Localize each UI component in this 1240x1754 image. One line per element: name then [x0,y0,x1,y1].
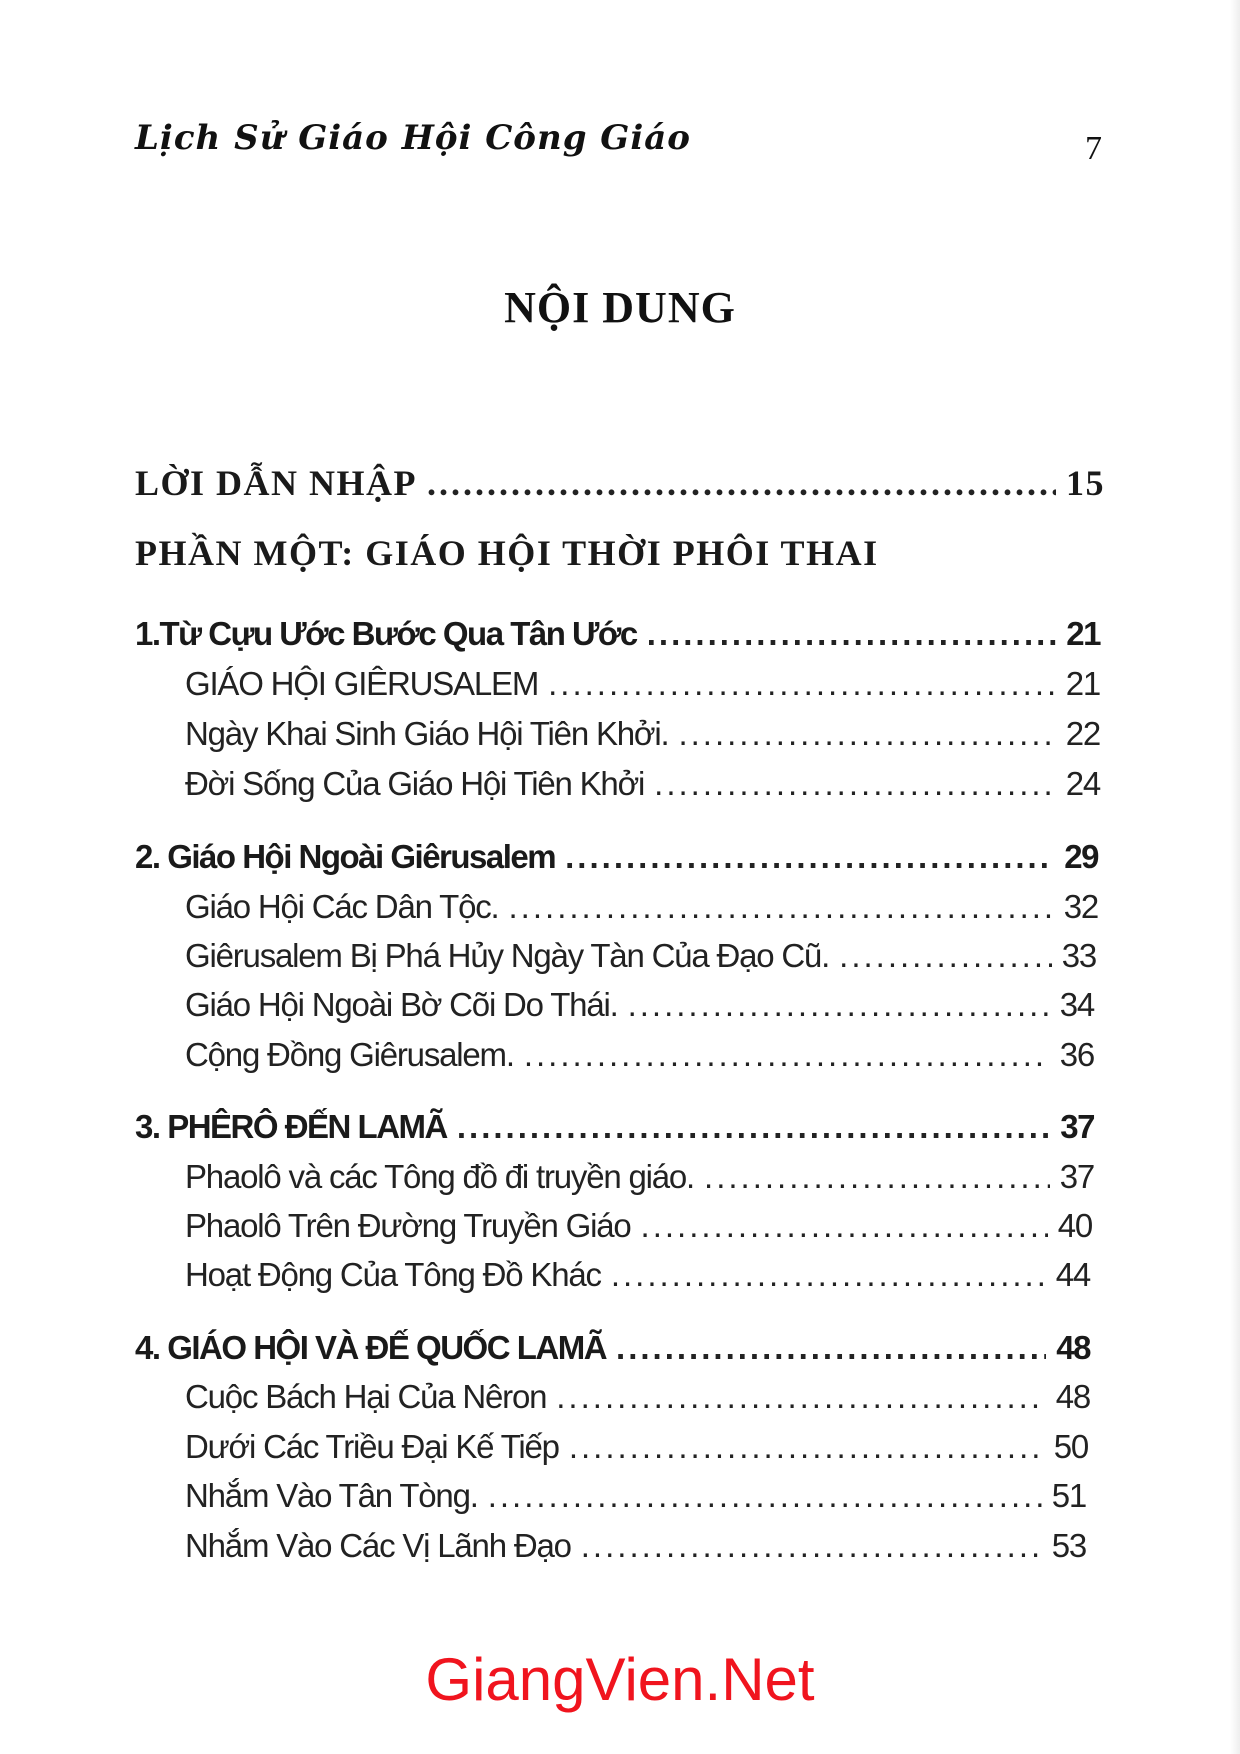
dot-leader [524,1036,1050,1074]
toc-chapter-entry [135,615,1100,653]
toc-entry-page: 33 [1061,937,1096,974]
page-number: 7 [1085,130,1102,167]
dot-leader [611,1256,1046,1294]
toc-sub-entry [185,1477,1086,1515]
part-heading: PHẦN MỘT: GIÁO HỘI THỜI PHÔI THAI [135,533,879,573]
dot-leader [678,715,1055,753]
toc-entry-label: Nhắm Vào Các Vị Lãnh Đạo [185,1527,571,1564]
toc-entry-label: 2. Giáo Hội Ngoài Giêrusalem [135,838,556,875]
toc-sub-entry [185,1428,1088,1466]
toc-sub-entry [185,937,1096,975]
toc-sub-entry [185,888,1098,926]
toc-entry-page: 32 [1063,888,1098,925]
toc-entry-label: 3. PHÊRÔ ĐẾN LAMÃ [135,1108,447,1145]
contents-title: NỘI DUNG [504,283,736,332]
toc-entry-page: 53 [1051,1527,1086,1564]
toc-entry-label: 1.Từ Cựu Ước Bước Qua Tân Ước [135,615,637,652]
dot-leader [641,1207,1048,1245]
toc-entry-label: Nhắm Vào Tân Tòng. [185,1477,478,1514]
toc-entry-intro [135,462,1105,504]
toc-entry-label: Giáo Hội Ngoài Bờ Cõi Do Thái. [185,986,618,1023]
toc-entry-page: 22 [1065,715,1100,752]
toc-entry-page: 15 [1066,463,1105,503]
dot-leader [548,665,1056,703]
toc-entry-page: 36 [1059,1036,1094,1073]
toc-entry-page: 21 [1066,615,1100,652]
toc-entry-label: Giêrusalem Bị Phá Hủy Ngày Tàn Của Đạo Cũ. [185,937,830,974]
toc-entry-label: Hoạt Động Của Tông Đồ Khác [185,1256,601,1293]
toc-chapter-entry [135,838,1098,876]
toc-entry-page: 40 [1057,1207,1092,1244]
watermark-text: GiangVien.Net [425,1646,815,1713]
toc-entry-page: 37 [1059,1158,1094,1195]
toc-chapter-entry [135,1329,1090,1367]
dot-leader [628,986,1050,1024]
dot-leader [427,462,1056,504]
dot-leader [556,1378,1045,1416]
toc-sub-entry [185,1158,1094,1196]
toc-entry-page: 51 [1051,1477,1086,1514]
toc-sub-entry [185,1036,1094,1074]
dot-leader [509,888,1054,926]
toc-sub-entry [185,765,1100,803]
dot-leader [839,937,1052,975]
toc-entry-page: 21 [1065,665,1100,702]
dot-leader [581,1527,1042,1565]
dot-leader [704,1158,1050,1196]
toc-entry-label: LỜI DẪN NHẬP [135,463,418,503]
toc-entry-page: 48 [1055,1378,1090,1415]
dot-leader [488,1477,1042,1515]
toc-entry-page: 48 [1056,1329,1090,1366]
toc-entry-label: Dưới Các Triều Đại Kế Tiếp [185,1428,559,1465]
toc-sub-entry [185,715,1100,753]
running-header-title: Lịch Sử Giáo Hội Công Giáo [135,118,691,158]
toc-sub-entry [185,665,1100,703]
toc-entry-page: 44 [1055,1256,1090,1293]
toc-entry-label: Phaolô Trên Đường Truyền Giáo [185,1207,631,1244]
toc-entry-page: 34 [1059,986,1094,1023]
toc-sub-entry [185,986,1094,1024]
dot-leader [569,1428,1044,1466]
toc-entry-page: 29 [1064,838,1098,875]
dot-leader [654,765,1056,803]
toc-chapter-entry [135,1108,1094,1146]
toc-sub-entry [185,1207,1092,1245]
toc-entry-label: Phaolô và các Tông đồ đi truyền giáo. [185,1158,695,1195]
toc-entry-label: GIÁO HỘI GIÊRUSALEM [185,665,539,702]
toc-entry-label: Đời Sống Của Giáo Hội Tiên Khởi [185,765,645,802]
dot-leader [457,1108,1050,1146]
toc-entry-page: 50 [1053,1428,1088,1465]
dot-leader [565,838,1054,876]
toc-entry-label: Ngày Khai Sinh Giáo Hội Tiên Khởi. [185,715,669,752]
toc-sub-entry [185,1256,1090,1294]
toc-entry-label: Giáo Hội Các Dân Tộc. [185,888,499,925]
toc-sub-entry [185,1527,1086,1565]
toc-entry-page: 37 [1060,1108,1094,1145]
toc-entry-label: 4. GIÁO HỘI VÀ ĐẾ QUỐC LAMÃ [135,1329,607,1366]
page-edge-shadow [1230,0,1240,1754]
dot-leader [616,1329,1046,1367]
toc-sub-entry [185,1378,1090,1416]
dot-leader [647,615,1057,653]
toc-entry-page: 24 [1065,765,1100,802]
toc-entry-label: Cuộc Bách Hại Của Nêron [185,1378,547,1415]
toc-entry-label: Cộng Đồng Giêrusalem. [185,1036,514,1073]
